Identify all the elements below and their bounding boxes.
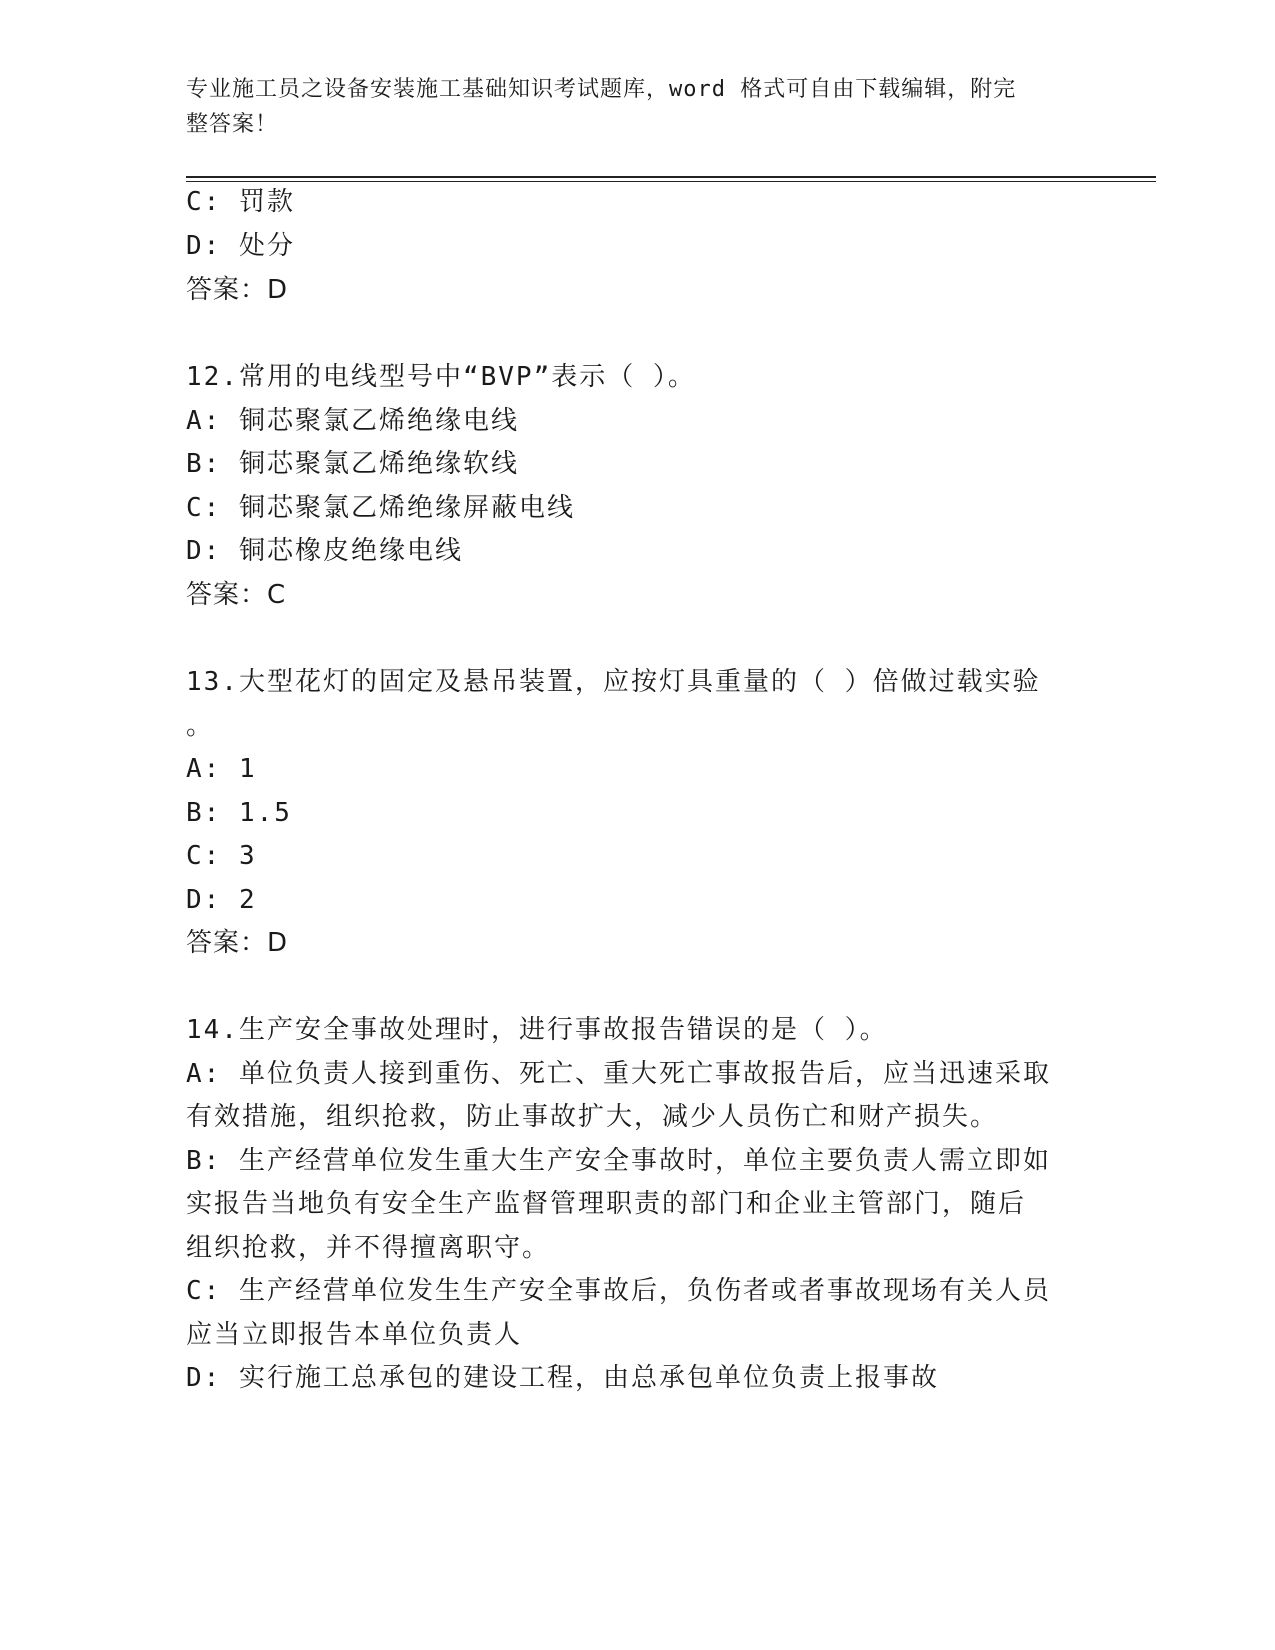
question-stem: 13.大型花灯的固定及悬吊装置，应按灯具重量的（ ）倍做过载实验 [186, 667, 1041, 697]
option-b-continued: 实报告当地负有安全生产监督管理职责的部门和企业主管部门，随后 [186, 1189, 1027, 1219]
document-header [186, 72, 1066, 142]
option-c: C: 生产经营单位发生生产安全事故后，负伤者或者事故现场有关人员 [186, 1276, 1051, 1306]
option-d: D: 铜芯橡皮绝缘电线 [186, 536, 463, 566]
option-c-continued: 应当立即报告本单位负责人 [186, 1320, 523, 1350]
option-b: B: 铜芯聚氯乙烯绝缘软线 [186, 449, 519, 479]
answer: 答案：D [186, 275, 289, 305]
header-line-2: 整答案！ [186, 112, 279, 137]
question-stem-continued: 。 [186, 711, 215, 741]
option-b-continued: 组织抢救，并不得擅离职守。 [186, 1233, 551, 1263]
question-stem: 14.生产安全事故处理时，进行事故报告错误的是（ ）。 [186, 1015, 888, 1045]
option-a-continued: 有效措施，组织抢救，防止事故扩大，减少人员伤亡和财产损失。 [186, 1102, 999, 1132]
option-c: C: 罚款 [186, 187, 295, 217]
option-a: A: 1 [186, 754, 257, 784]
option-b: B: 生产经营单位发生重大生产安全事故时，单位主要负责人需立即如 [186, 1146, 1051, 1176]
option-b: B: 1.5 [186, 798, 292, 828]
answer: 答案：C [186, 580, 287, 610]
header-rule-thick [186, 176, 1156, 178]
header-line-1: 专业施工员之设备安装施工基础知识考试题库，word 格式可自由下载编辑，附完 [186, 77, 1017, 102]
option-d: D: 实行施工总承包的建设工程，由总承包单位负责上报事故 [186, 1363, 939, 1393]
option-d: D: 处分 [186, 231, 295, 261]
option-c: C: 3 [186, 841, 257, 871]
option-a: A: 铜芯聚氯乙烯绝缘电线 [186, 406, 519, 436]
option-c: C: 铜芯聚氯乙烯绝缘屏蔽电线 [186, 493, 575, 523]
header-rule-thin [186, 181, 1156, 182]
option-a: A: 单位负责人接到重伤、死亡、重大死亡事故报告后，应当迅速采取 [186, 1059, 1051, 1089]
answer: 答案：D [186, 928, 289, 958]
question-stem: 12.常用的电线型号中“BVP”表示（ ）。 [186, 362, 696, 392]
option-d: D: 2 [186, 885, 257, 915]
